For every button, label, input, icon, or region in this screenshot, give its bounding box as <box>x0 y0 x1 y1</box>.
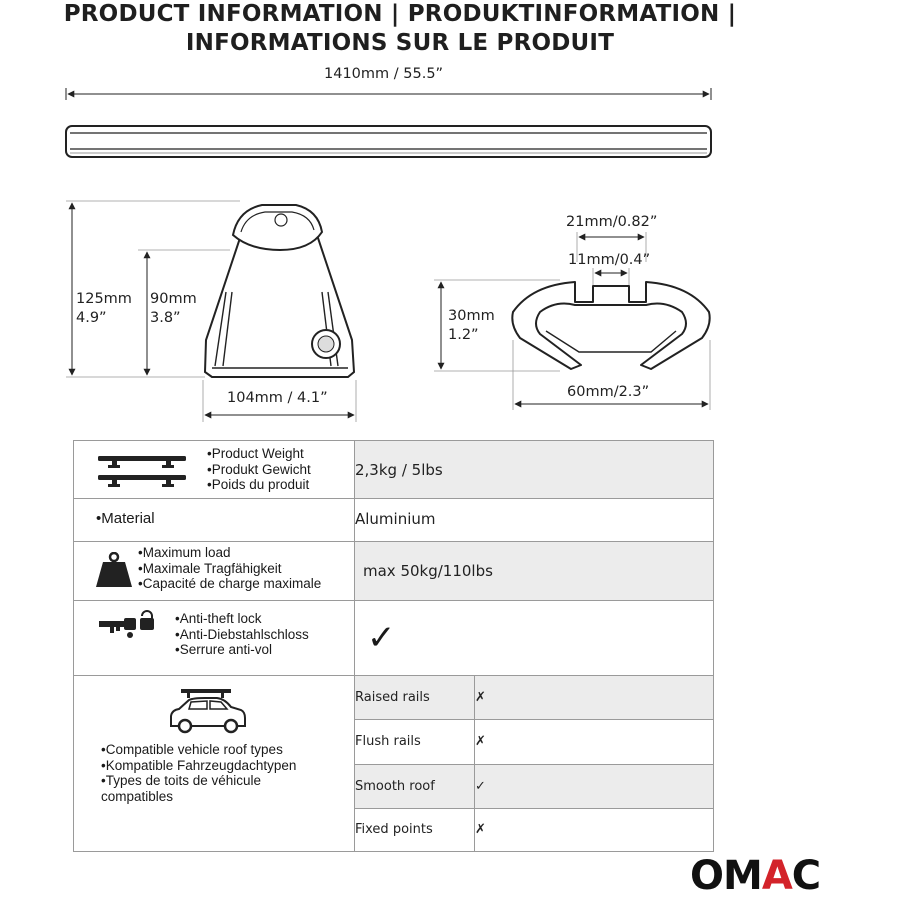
roof-row-raised-rails <box>74 676 714 720</box>
logo-accent: A <box>761 853 792 899</box>
omac-logo <box>690 854 820 898</box>
max-load-label-fr: •Capacité de charge maximale <box>138 576 322 591</box>
spec-label-compatibility <box>74 676 355 852</box>
roof-mark-raised-rails: ✗ <box>475 676 714 720</box>
spec-row-material <box>74 499 714 542</box>
roof-type-smooth-roof: Smooth roof <box>355 764 475 808</box>
max-load-label-de: •Maximale Tragfähigkeit <box>138 560 282 576</box>
max-load-label-en: •Maximum load <box>138 545 231 560</box>
spec-label-weight <box>74 441 355 499</box>
roof-mark-smooth-roof: ✓ <box>475 764 714 808</box>
page-title-line-1: PRODUCT INFORMATION | PRODUKTINFORMATION | <box>63 1 737 27</box>
key-lock-icon <box>98 609 158 639</box>
logo-tail: C <box>791 853 821 899</box>
compatibility-label-de: •Kompatible Fahrzeugdachtypen <box>101 757 297 773</box>
spec-row-max-load <box>74 542 714 601</box>
spec-table <box>73 440 714 852</box>
profile-slot-width-label: 11mm/0.4” <box>568 252 651 268</box>
roof-type-raised-rails: Raised rails <box>355 676 475 720</box>
foot-inner-height-in: 3.8” <box>150 310 181 326</box>
roof-bar-side-view <box>66 126 711 157</box>
spec-label-lock <box>74 601 355 676</box>
lock-label-en: •Anti-theft lock <box>175 611 262 626</box>
compatibility-label-fr: •Types de toits de véhicule <box>101 773 262 788</box>
spec-label-material <box>74 499 355 542</box>
spec-row-weight <box>74 441 714 499</box>
foot-total-height-label <box>76 290 132 328</box>
foot-total-height-mm: 125mm <box>76 291 132 307</box>
roof-bars-icon <box>94 451 190 491</box>
car-with-roof-bars-icon <box>167 688 247 736</box>
weight-label-de: •Produkt Gewicht <box>207 461 311 477</box>
foot-inner-height-mm: 90mm <box>150 291 197 307</box>
profile-top-width-label: 21mm/0.82” <box>566 214 658 230</box>
roof-mark-fixed-points: ✗ <box>475 808 714 851</box>
max-load-value: max 50kg/110lbs <box>355 542 714 601</box>
spec-label-max-load <box>74 542 355 601</box>
profile-height-mm: 30mm <box>448 308 495 324</box>
spec-row-lock <box>74 601 714 676</box>
profile-height-in: 1.2” <box>448 327 479 343</box>
weight-label-en: •Product Weight <box>207 446 304 461</box>
profile-width-label: 60mm/2.3” <box>567 384 650 400</box>
bar-length-label: 1410mm / 55.5” <box>324 66 444 82</box>
roof-bar-foot-drawing <box>205 205 354 377</box>
roof-type-fixed-points: Fixed points <box>355 808 475 851</box>
lock-label-de: •Anti-Diebstahlschloss <box>175 626 309 642</box>
weight-value: 2,3kg / 5lbs <box>355 441 714 499</box>
technical-drawings <box>0 0 900 440</box>
foot-inner-height-label <box>150 290 197 328</box>
foot-width-label: 104mm / 4.1” <box>227 390 328 406</box>
weight-label-fr: •Poids du produit <box>207 477 310 492</box>
material-label: •Material <box>96 510 155 527</box>
profile-height-label <box>448 307 495 345</box>
roof-bar-profile-cross-section <box>512 282 709 369</box>
roof-mark-flush-rails: ✗ <box>475 720 714 764</box>
foot-total-height-in: 4.9” <box>76 310 107 326</box>
profile-slot-width-dimension-line <box>593 268 629 285</box>
weight-icon <box>94 552 134 588</box>
lock-check-mark: ✓ <box>355 601 714 676</box>
logo-main: OM <box>690 853 762 899</box>
bar-length-dimension-line <box>66 88 711 100</box>
compatibility-label-fr-cont: compatibles <box>101 788 174 804</box>
lock-label-fr: •Serrure anti-vol <box>175 642 273 657</box>
material-value: Aluminium <box>355 499 714 542</box>
compatibility-label-en: •Compatible vehicle roof types <box>101 742 283 757</box>
roof-type-flush-rails: Flush rails <box>355 720 475 764</box>
page-title-line-2: INFORMATIONS SUR LE PRODUIT <box>185 30 615 56</box>
